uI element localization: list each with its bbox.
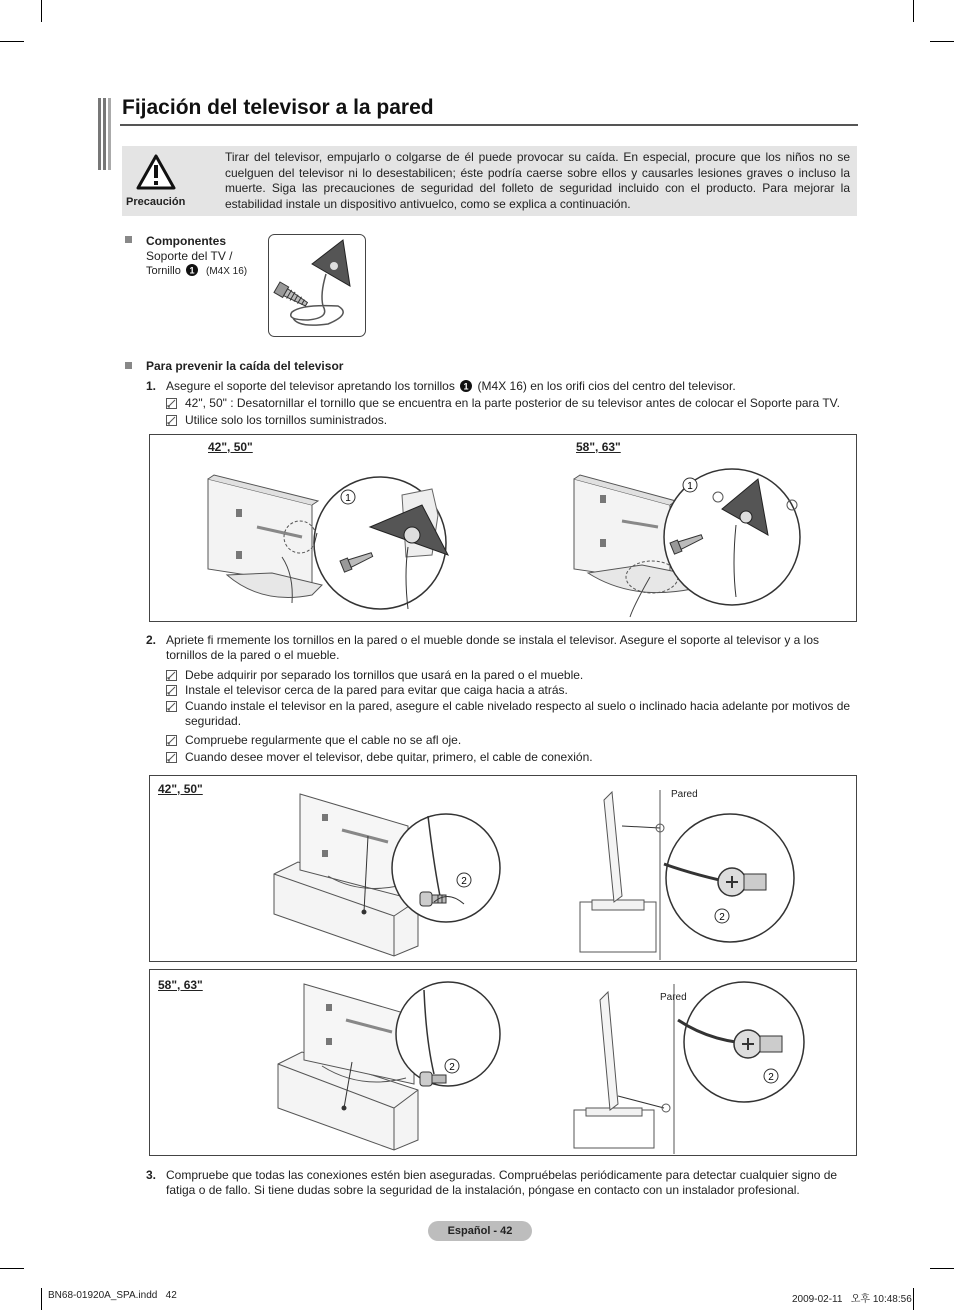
note-icon <box>166 670 177 681</box>
step-number: 1. <box>146 379 157 393</box>
svg-text:2: 2 <box>449 1062 455 1073</box>
file-slug: BN68-01920A_SPA.indd 42 <box>48 1290 177 1301</box>
note-icon <box>166 735 177 746</box>
components-illustration <box>268 234 366 337</box>
figure-bracket-install <box>149 434 857 622</box>
note-text: 42", 50" : Desatornillar el tornillo que se encuentra en la parte posterior de su televisor antes de colocar el Soporte para TV. <box>185 396 840 410</box>
date-slug: 2009-02-11 오후 10:48:56 <box>792 1294 912 1305</box>
step1-text-a: Asegure el soporte del televisor apretando los tornillos <box>166 379 455 393</box>
step-text: Compruebe que todas las conexiones estén bien aseguradas. Compruébelas periódicamente para detectar cualquier signo de fatiga o de fallo. Si tiene dudas sobre la seguridad de la instalación, póngase en contacto con un instalador profesional. <box>166 1168 838 1197</box>
warning-icon <box>136 154 176 190</box>
step-text <box>166 379 736 393</box>
figure-wall-anchor-small <box>149 775 857 962</box>
caution-text: Tirar del televisor, empujarlo o colgarse de él puede provocar su caída. En especial, procure que los niños no se cuelguen del televisor ni lo desestabilicen; éste podría caerse sobre ellos y causarles lesiones graves o incluso la muerte. Siga las precauciones de seguridad del folleto de seguridad incluido con el producto. Para mejorar la estabilidad instale un dispositivo antivuelco, como se explica a continuación. <box>225 150 850 211</box>
components-line: Soporte del TV / <box>146 249 233 263</box>
crop-mark <box>913 0 914 22</box>
bullet-square-icon <box>125 362 132 369</box>
svg-text:2: 2 <box>719 912 725 923</box>
note-text: Cuando instale el televisor en la pared, asegure el cable nivelado respecto al suelo o inclinado hacia adelante por motivos de seguridad. <box>185 699 851 728</box>
wall-label: Pared <box>671 789 698 800</box>
note-text: Debe adquirir por separado los tornillos que usará en la pared o el mueble. <box>185 668 584 682</box>
crop-mark <box>41 0 42 22</box>
prevent-heading: Para prevenir la caída del televisor <box>146 359 344 373</box>
wall-anchor-illustration <box>274 980 848 1154</box>
svg-text:1: 1 <box>687 481 693 492</box>
note-icon <box>166 415 177 426</box>
svg-text:1: 1 <box>345 493 351 504</box>
crop-mark <box>930 41 954 42</box>
note-icon <box>166 701 177 712</box>
note-text: Cuando desee mover el televisor, debe quitar, primero, el cable de conexión. <box>185 750 593 764</box>
circled-one-icon <box>186 264 198 276</box>
crop-mark <box>41 1288 42 1310</box>
note-text: Compruebe regularmente que el cable no se afl oje. <box>185 733 462 747</box>
bullet-square-icon <box>125 236 132 243</box>
svg-text:2: 2 <box>768 1072 774 1083</box>
caution-label: Precaución <box>126 196 186 208</box>
figure-label: 42", 50" <box>158 782 203 796</box>
wall-anchor-illustration <box>268 786 848 960</box>
crop-mark <box>0 41 24 42</box>
note-icon <box>166 398 177 409</box>
caution-box <box>122 146 857 216</box>
screw-size: (M4X 16) <box>205 266 248 277</box>
step-text: Apriete fi rmemente los tornillos en la pared o el mueble donde se instala el televisor. Asegure el soporte al televisor y a los tornillos de la pared o el mueble. <box>166 633 820 662</box>
step1-text-b: (M4X 16) en los orifi cios del centro del televisor. <box>477 379 736 393</box>
figure-wall-anchor-large <box>149 969 857 1156</box>
circled-one-icon <box>460 380 472 392</box>
tv-back-illustration <box>202 465 872 621</box>
page-title: Fijación del televisor a la pared <box>122 96 434 119</box>
wall-label: Pared <box>660 992 687 1003</box>
crop-mark <box>913 1288 914 1310</box>
screw-label: Tornillo <box>146 265 181 277</box>
figure-label: 58", 63" <box>576 440 621 454</box>
components-heading: Componentes <box>146 234 227 248</box>
note-text: Utilice solo los tornillos suministrados. <box>185 413 388 427</box>
title-rule <box>120 124 858 126</box>
note-icon <box>166 752 177 763</box>
crop-mark <box>930 1268 954 1269</box>
svg-text:1: 1 <box>189 265 195 276</box>
title-decoration <box>98 98 110 170</box>
crop-mark <box>0 1268 24 1269</box>
svg-text:1: 1 <box>463 381 469 392</box>
step-number: 3. <box>146 1168 157 1182</box>
step-number: 2. <box>146 633 157 647</box>
figure-label: 58", 63" <box>158 978 203 992</box>
components-line <box>146 264 247 277</box>
figure-label: 42", 50" <box>208 440 253 454</box>
note-text: Instale el televisor cerca de la pared para evitar que caiga hacia a atrás. <box>185 683 568 697</box>
note-icon <box>166 685 177 696</box>
svg-text:2: 2 <box>461 876 467 887</box>
page-number: Español - 42 <box>428 1221 532 1241</box>
